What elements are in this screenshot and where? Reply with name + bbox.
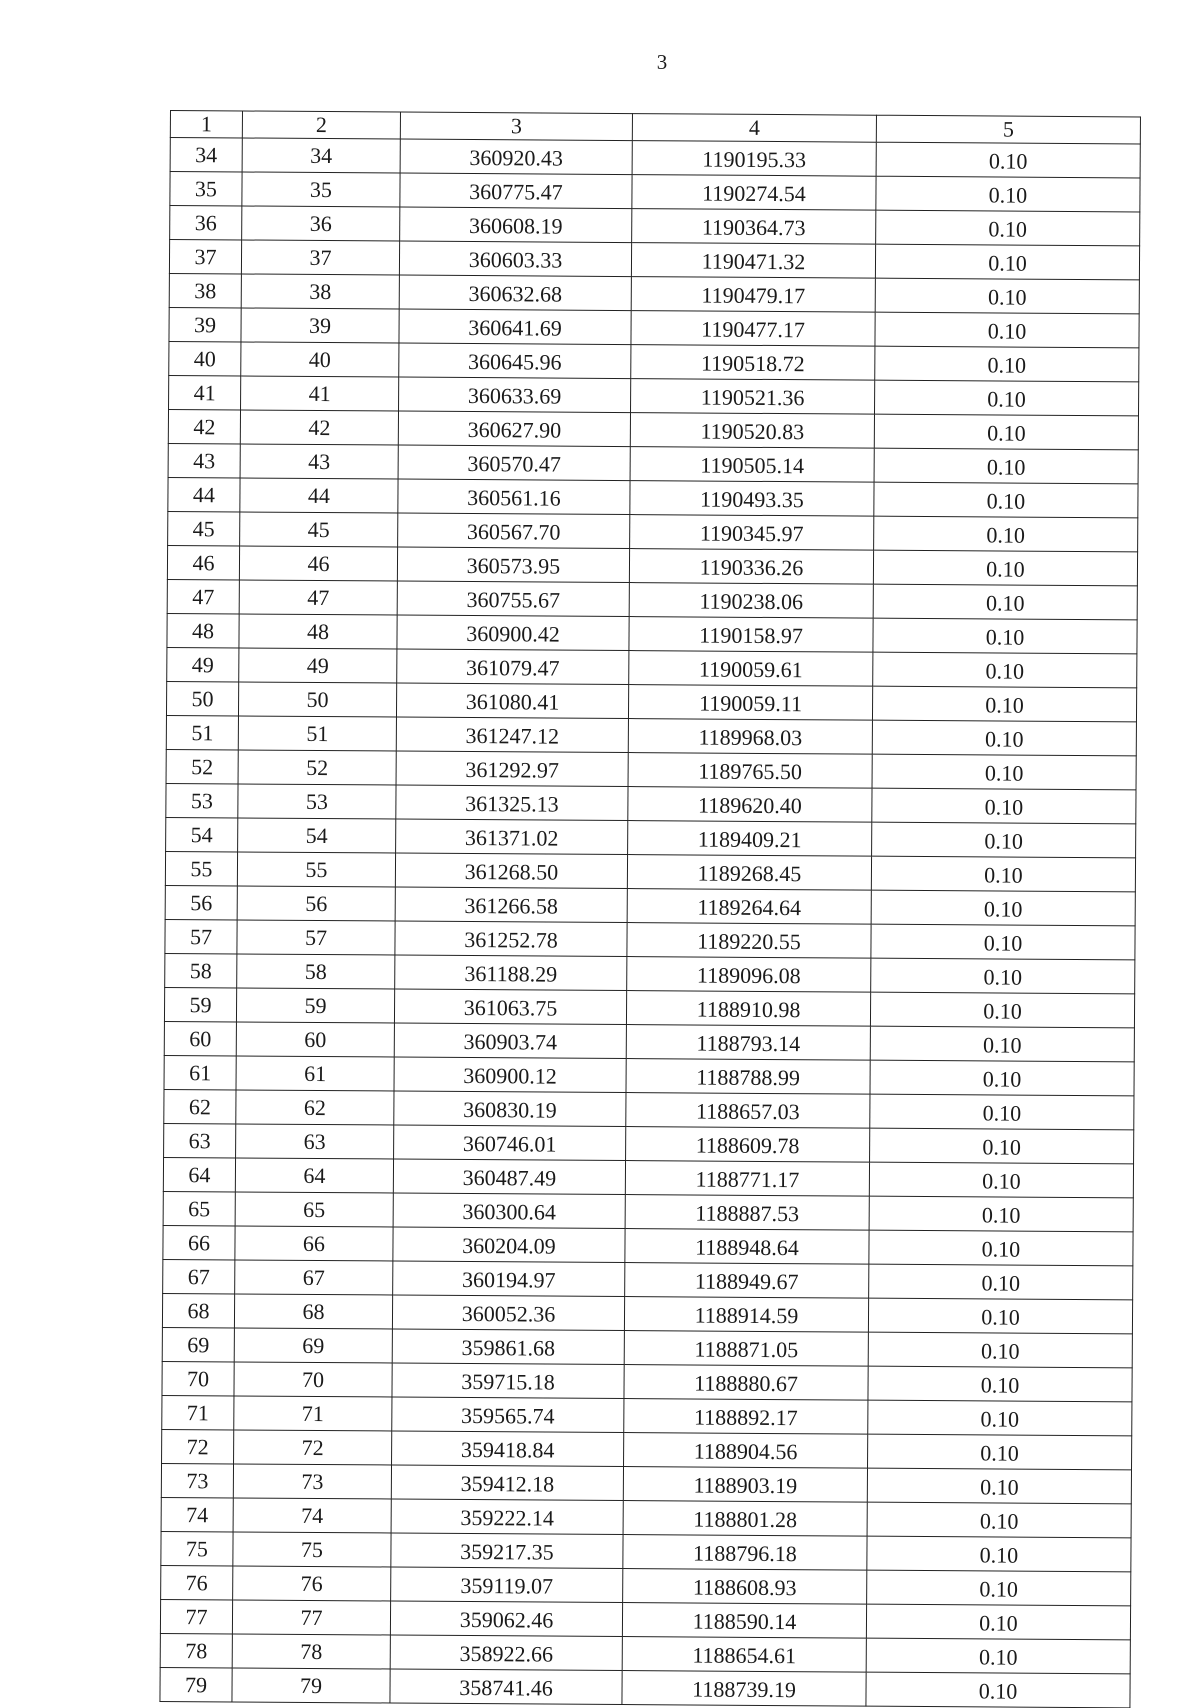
x-coordinate-cell: 361371.02 [396, 819, 628, 855]
point-number-cell: 76 [233, 1566, 391, 1601]
accuracy-cell: 0.10 [867, 1536, 1131, 1572]
point-number-cell: 78 [232, 1634, 390, 1669]
point-number-cell: 77 [232, 1600, 390, 1635]
column-header-1: 1 [170, 111, 242, 138]
accuracy-cell: 0.10 [869, 1196, 1133, 1232]
point-number-cell: 75 [233, 1532, 391, 1567]
accuracy-cell: 0.10 [867, 1502, 1131, 1538]
row-number-cell: 68 [162, 1293, 234, 1327]
accuracy-cell: 0.10 [874, 380, 1138, 416]
x-coordinate-cell: 360204.09 [393, 1227, 625, 1263]
x-coordinate-cell: 360775.47 [400, 173, 632, 209]
row-number-cell: 43 [168, 443, 240, 477]
y-coordinate-cell: 1190505.14 [630, 447, 874, 483]
x-coordinate-cell: 360487.49 [393, 1159, 625, 1195]
row-number-cell: 79 [160, 1667, 232, 1701]
row-number-cell: 63 [164, 1123, 236, 1157]
accuracy-cell: 0.10 [875, 278, 1139, 314]
y-coordinate-cell: 1188871.05 [624, 1331, 868, 1367]
row-number-cell: 78 [160, 1633, 232, 1667]
point-number-cell: 39 [241, 308, 399, 343]
x-coordinate-cell: 360830.19 [394, 1091, 626, 1127]
row-number-cell: 46 [167, 545, 239, 579]
point-number-cell: 68 [234, 1294, 392, 1329]
x-coordinate-cell: 360194.97 [393, 1261, 625, 1297]
row-number-cell: 71 [162, 1395, 234, 1429]
point-number-cell: 65 [235, 1192, 393, 1227]
row-number-cell: 38 [169, 273, 241, 307]
point-number-cell: 43 [240, 444, 398, 479]
accuracy-cell: 0.10 [869, 1264, 1133, 1300]
point-number-cell: 34 [242, 138, 400, 173]
point-number-cell: 62 [236, 1090, 394, 1125]
x-coordinate-cell: 361266.58 [395, 887, 627, 923]
accuracy-cell: 0.10 [873, 618, 1137, 654]
point-number-cell: 42 [240, 410, 398, 445]
row-number-cell: 67 [163, 1259, 235, 1293]
y-coordinate-cell: 1188892.17 [624, 1399, 868, 1435]
row-number-cell: 51 [166, 715, 238, 749]
y-coordinate-cell: 1188949.67 [625, 1263, 869, 1299]
accuracy-cell: 0.10 [872, 720, 1136, 756]
accuracy-cell: 0.10 [871, 890, 1135, 926]
x-coordinate-cell: 359418.84 [392, 1431, 624, 1467]
accuracy-cell: 0.10 [873, 550, 1137, 586]
accuracy-cell: 0.10 [870, 1026, 1134, 1062]
point-number-cell: 60 [236, 1022, 394, 1057]
y-coordinate-cell: 1189968.03 [628, 719, 872, 755]
x-coordinate-cell: 359217.35 [391, 1533, 623, 1569]
y-coordinate-cell: 1188887.53 [625, 1195, 869, 1231]
accuracy-cell: 0.10 [868, 1434, 1132, 1470]
accuracy-cell: 0.10 [873, 584, 1137, 620]
point-number-cell: 45 [240, 512, 398, 547]
row-number-cell: 60 [164, 1021, 236, 1055]
x-coordinate-cell: 360900.42 [397, 615, 629, 651]
row-number-cell: 37 [169, 240, 241, 274]
x-coordinate-cell: 360603.33 [399, 241, 631, 277]
x-coordinate-cell: 360052.36 [392, 1295, 624, 1331]
y-coordinate-cell: 1188608.93 [623, 1569, 867, 1605]
accuracy-cell: 0.10 [872, 822, 1136, 858]
row-number-cell: 73 [161, 1463, 233, 1497]
point-number-cell: 79 [232, 1668, 390, 1703]
row-number-cell: 74 [161, 1497, 233, 1531]
point-number-cell: 54 [238, 818, 396, 853]
table-row [160, 1667, 1130, 1707]
y-coordinate-cell: 1189220.55 [627, 923, 871, 959]
x-coordinate-cell: 359412.18 [391, 1465, 623, 1501]
y-coordinate-cell: 1190195.33 [632, 141, 876, 177]
accuracy-cell: 0.10 [868, 1332, 1132, 1368]
row-number-cell: 41 [169, 375, 241, 409]
point-number-cell: 48 [239, 614, 397, 649]
point-number-cell: 57 [237, 920, 395, 955]
accuracy-cell: 0.10 [874, 516, 1138, 552]
accuracy-cell: 0.10 [872, 788, 1136, 824]
point-number-cell: 38 [241, 274, 399, 309]
point-number-cell: 72 [234, 1430, 392, 1465]
point-number-cell: 66 [235, 1226, 393, 1261]
point-number-cell: 74 [233, 1498, 391, 1533]
point-number-cell: 59 [236, 988, 394, 1023]
accuracy-cell: 0.10 [872, 754, 1136, 790]
x-coordinate-cell: 360645.96 [399, 343, 631, 379]
y-coordinate-cell: 1190479.17 [631, 277, 875, 313]
x-coordinate-cell: 361079.47 [397, 649, 629, 685]
point-number-cell: 46 [239, 546, 397, 581]
point-number-cell: 61 [236, 1056, 394, 1091]
row-number-cell: 62 [164, 1089, 236, 1123]
y-coordinate-cell: 1189409.21 [628, 821, 872, 857]
row-number-cell: 40 [169, 341, 241, 375]
y-coordinate-cell: 1190493.35 [630, 481, 874, 517]
row-number-cell: 64 [163, 1157, 235, 1191]
point-number-cell: 69 [234, 1328, 392, 1363]
accuracy-cell: 0.10 [870, 992, 1134, 1028]
x-coordinate-cell: 361063.75 [394, 989, 626, 1025]
point-number-cell: 55 [237, 852, 395, 887]
x-coordinate-cell: 360300.64 [393, 1193, 625, 1229]
accuracy-cell: 0.10 [867, 1570, 1131, 1606]
x-coordinate-cell: 358922.66 [390, 1635, 622, 1671]
page-number: 3 [656, 50, 668, 74]
y-coordinate-cell: 1188914.59 [624, 1297, 868, 1333]
accuracy-cell: 0.10 [875, 346, 1139, 382]
y-coordinate-cell: 1190345.97 [630, 515, 874, 551]
x-coordinate-cell: 361247.12 [396, 717, 628, 753]
y-coordinate-cell: 1188880.67 [624, 1365, 868, 1401]
y-coordinate-cell: 1188788.99 [626, 1059, 870, 1095]
x-coordinate-cell: 360632.68 [399, 275, 631, 311]
accuracy-cell: 0.10 [869, 1230, 1133, 1266]
point-number-cell: 50 [238, 682, 396, 717]
point-number-cell: 51 [238, 716, 396, 751]
point-number-cell: 41 [241, 376, 399, 411]
x-coordinate-cell: 360608.19 [400, 207, 632, 243]
y-coordinate-cell: 1189096.08 [627, 957, 871, 993]
y-coordinate-cell: 1188796.18 [623, 1535, 867, 1571]
row-number-cell: 59 [164, 987, 236, 1021]
x-coordinate-cell: 360641.69 [399, 309, 631, 345]
accuracy-cell: 0.10 [866, 1604, 1130, 1640]
accuracy-cell: 0.10 [869, 1162, 1133, 1198]
y-coordinate-cell: 1188654.61 [622, 1637, 866, 1673]
accuracy-cell: 0.10 [871, 856, 1135, 892]
accuracy-cell: 0.10 [871, 924, 1135, 960]
accuracy-cell: 0.10 [874, 482, 1138, 518]
y-coordinate-cell: 1188910.98 [626, 991, 870, 1027]
y-coordinate-cell: 1188771.17 [625, 1161, 869, 1197]
accuracy-cell: 0.10 [873, 652, 1137, 688]
point-number-cell: 58 [237, 954, 395, 989]
row-number-cell: 54 [166, 817, 238, 851]
row-number-cell: 53 [166, 783, 238, 817]
accuracy-cell: 0.10 [872, 686, 1136, 722]
row-number-cell: 35 [170, 172, 242, 206]
x-coordinate-cell: 361252.78 [395, 921, 627, 957]
row-number-cell: 76 [161, 1565, 233, 1599]
y-coordinate-cell: 1190158.97 [629, 617, 873, 653]
row-number-cell: 61 [164, 1055, 236, 1089]
point-number-cell: 56 [237, 886, 395, 921]
row-number-cell: 77 [160, 1599, 232, 1633]
row-number-cell: 48 [167, 613, 239, 647]
accuracy-cell: 0.10 [870, 1094, 1134, 1130]
row-number-cell: 65 [163, 1191, 235, 1225]
row-number-cell: 47 [167, 579, 239, 613]
x-coordinate-cell: 361325.13 [396, 785, 628, 821]
x-coordinate-cell: 360573.95 [397, 547, 629, 583]
row-number-cell: 45 [168, 511, 240, 545]
y-coordinate-cell: 1190364.73 [632, 209, 876, 245]
x-coordinate-cell: 359222.14 [391, 1499, 623, 1535]
x-coordinate-cell: 361268.50 [395, 853, 627, 889]
y-coordinate-cell: 1189268.45 [627, 855, 871, 891]
accuracy-cell: 0.10 [866, 1638, 1130, 1674]
column-header-5: 5 [876, 115, 1140, 144]
y-coordinate-cell: 1188904.56 [624, 1433, 868, 1469]
accuracy-cell: 0.10 [871, 958, 1135, 994]
accuracy-cell: 0.10 [876, 176, 1140, 212]
x-coordinate-cell: 359861.68 [392, 1329, 624, 1365]
point-number-cell: 63 [236, 1124, 394, 1159]
row-number-cell: 69 [162, 1327, 234, 1361]
x-coordinate-cell: 360746.01 [394, 1125, 626, 1161]
point-number-cell: 64 [235, 1158, 393, 1193]
point-number-cell: 40 [241, 342, 399, 377]
accuracy-cell: 0.10 [868, 1298, 1132, 1334]
row-number-cell: 52 [166, 749, 238, 783]
point-number-cell: 71 [234, 1396, 392, 1431]
y-coordinate-cell: 1190471.32 [631, 243, 875, 279]
y-coordinate-cell: 1188590.14 [622, 1603, 866, 1639]
accuracy-cell: 0.10 [870, 1128, 1134, 1164]
accuracy-cell: 0.10 [868, 1366, 1132, 1402]
y-coordinate-cell: 1190274.54 [632, 175, 876, 211]
y-coordinate-cell: 1190059.11 [628, 685, 872, 721]
point-number-cell: 67 [235, 1260, 393, 1295]
x-coordinate-cell: 360570.47 [398, 445, 630, 481]
point-number-cell: 35 [242, 172, 400, 207]
y-coordinate-cell: 1188948.64 [625, 1229, 869, 1265]
y-coordinate-cell: 1189765.50 [628, 753, 872, 789]
x-coordinate-cell: 361188.29 [395, 955, 627, 991]
x-coordinate-cell: 359715.18 [392, 1363, 624, 1399]
y-coordinate-cell: 1190520.83 [630, 413, 874, 449]
y-coordinate-cell: 1190518.72 [631, 345, 875, 381]
x-coordinate-cell: 359119.07 [391, 1567, 623, 1603]
point-number-cell: 44 [240, 478, 398, 513]
y-coordinate-cell: 1188657.03 [626, 1093, 870, 1129]
y-coordinate-cell: 1188903.19 [623, 1467, 867, 1503]
x-coordinate-cell: 361292.97 [396, 751, 628, 787]
point-number-cell: 47 [239, 580, 397, 615]
row-number-cell: 42 [168, 409, 240, 443]
x-coordinate-cell: 360755.67 [397, 581, 629, 617]
x-coordinate-cell: 358741.46 [390, 1669, 622, 1705]
row-number-cell: 56 [165, 885, 237, 919]
x-coordinate-cell: 361080.41 [396, 683, 628, 719]
y-coordinate-cell: 1190336.26 [629, 549, 873, 585]
column-header-3: 3 [400, 112, 632, 141]
row-number-cell: 70 [162, 1361, 234, 1395]
row-number-cell: 55 [165, 851, 237, 885]
row-number-cell: 57 [165, 919, 237, 953]
x-coordinate-cell: 360627.90 [398, 411, 630, 447]
accuracy-cell: 0.10 [867, 1468, 1131, 1504]
y-coordinate-cell: 1188801.28 [623, 1501, 867, 1537]
point-number-cell: 73 [233, 1464, 391, 1499]
row-number-cell: 58 [165, 953, 237, 987]
y-coordinate-cell: 1189620.40 [628, 787, 872, 823]
coordinates-table-wrapper [159, 110, 1140, 1708]
column-header-4: 4 [632, 114, 876, 143]
row-number-cell: 72 [162, 1429, 234, 1463]
y-coordinate-cell: 1188609.78 [626, 1127, 870, 1163]
y-coordinate-cell: 1189264.64 [627, 889, 871, 925]
accuracy-cell: 0.10 [875, 244, 1139, 280]
point-number-cell: 53 [238, 784, 396, 819]
row-number-cell: 66 [163, 1225, 235, 1259]
y-coordinate-cell: 1190477.17 [631, 311, 875, 347]
y-coordinate-cell: 1190059.61 [629, 651, 873, 687]
row-number-cell: 39 [169, 307, 241, 341]
accuracy-cell: 0.10 [876, 210, 1140, 246]
x-coordinate-cell: 360900.12 [394, 1057, 626, 1093]
row-number-cell: 44 [168, 477, 240, 511]
x-coordinate-cell: 359062.46 [390, 1601, 622, 1637]
accuracy-cell: 0.10 [876, 142, 1140, 178]
point-number-cell: 37 [241, 240, 399, 275]
coordinates-table [159, 110, 1141, 1708]
y-coordinate-cell: 1188793.14 [626, 1025, 870, 1061]
point-number-cell: 70 [234, 1362, 392, 1397]
accuracy-cell: 0.10 [868, 1400, 1132, 1436]
table-body [160, 138, 1140, 1708]
x-coordinate-cell: 360903.74 [394, 1023, 626, 1059]
y-coordinate-cell: 1190521.36 [631, 379, 875, 415]
y-coordinate-cell: 1190238.06 [629, 583, 873, 619]
accuracy-cell: 0.10 [874, 448, 1138, 484]
x-coordinate-cell: 360561.16 [398, 479, 630, 515]
accuracy-cell: 0.10 [875, 312, 1139, 348]
accuracy-cell: 0.10 [866, 1672, 1130, 1708]
row-number-cell: 34 [170, 138, 242, 172]
row-number-cell: 50 [166, 681, 238, 715]
x-coordinate-cell: 360920.43 [400, 139, 632, 175]
row-number-cell: 75 [161, 1531, 233, 1565]
accuracy-cell: 0.10 [870, 1060, 1134, 1096]
x-coordinate-cell: 360567.70 [398, 513, 630, 549]
y-coordinate-cell: 1188739.19 [622, 1671, 866, 1707]
accuracy-cell: 0.10 [874, 414, 1138, 450]
column-header-2: 2 [242, 111, 400, 139]
x-coordinate-cell: 360633.69 [399, 377, 631, 413]
x-coordinate-cell: 359565.74 [392, 1397, 624, 1433]
row-number-cell: 49 [167, 647, 239, 681]
point-number-cell: 36 [242, 206, 400, 241]
point-number-cell: 52 [238, 750, 396, 785]
point-number-cell: 49 [239, 648, 397, 683]
row-number-cell: 36 [170, 206, 242, 240]
